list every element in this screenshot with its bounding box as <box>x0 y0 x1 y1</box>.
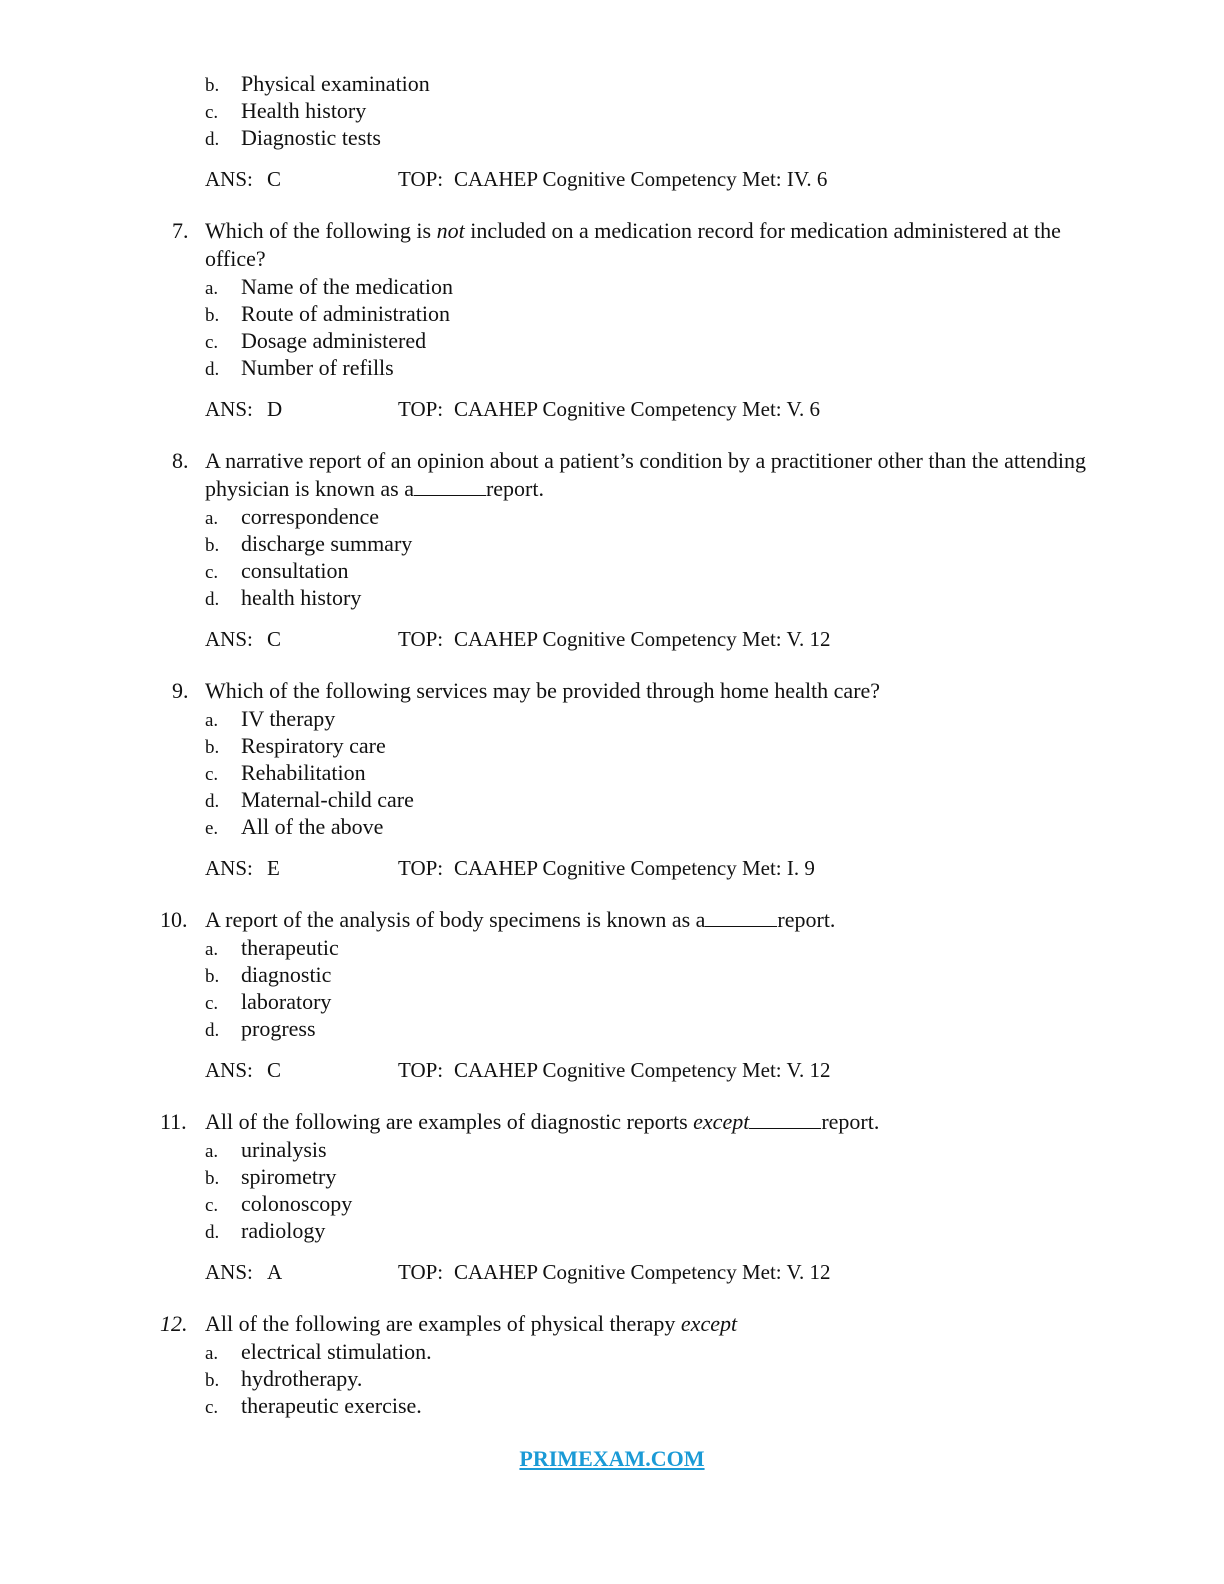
option-a: a. Name of the medication <box>205 274 453 299</box>
answer-line: ANS: C TOP: CAAHEP Cognitive Competency Met: V. 12 <box>205 627 831 651</box>
option-a: a. IV therapy <box>205 706 336 731</box>
question-8: 8. A narrative report of an opinion about a patient’s condition by a practitioner other than the attending physician is known as a report. <box>160 447 1100 503</box>
option-d: d. Maternal-child care <box>205 787 414 812</box>
fill-in-blank <box>414 477 486 496</box>
option-c: c. consultation <box>205 558 349 583</box>
question-stem: Which of the following is not included on a medication record for medication administered at the office? <box>205 218 1061 271</box>
option-b: b. Physical examination <box>205 71 430 96</box>
option-b: b. discharge summary <box>205 531 413 556</box>
option-b: b. spirometry <box>205 1164 337 1189</box>
option-c: c. colonoscopy <box>205 1191 353 1216</box>
footer <box>0 1446 1224 1472</box>
option-a: a. urinalysis <box>205 1137 327 1162</box>
option-a: a. correspondence <box>205 504 380 529</box>
option-b: b. diagnostic <box>205 962 332 987</box>
option-c: c. Dosage administered <box>205 328 427 353</box>
answer-line: ANS: C TOP: CAAHEP Cognitive Competency Met: IV. 6 <box>205 167 828 191</box>
question-7: 7. Which of the following is not included on a medication record for medication administered at the office? <box>160 217 1100 273</box>
option-c: c. Rehabilitation <box>205 760 366 785</box>
option-b: b. Route of administration <box>205 301 450 326</box>
option-d: d. health history <box>205 585 362 610</box>
option-d: d. progress <box>205 1016 316 1041</box>
question-stem: All of the following are examples of diagnostic reports except report. <box>205 1109 880 1134</box>
question-11: 11. All of the following are examples of diagnostic reports except report. <box>160 1108 1100 1136</box>
question-stem: A narrative report of an opinion about a patient’s condition by a practitioner other than the attending physician is known as a report. <box>205 448 1086 501</box>
fill-in-blank <box>705 908 777 927</box>
question-6-options <box>160 70 1100 151</box>
option-e: e. All of the above <box>205 814 384 839</box>
primexam-link[interactable]: PRIMEXAM.COM <box>519 1446 705 1471</box>
option-c: c. Health history <box>205 98 367 123</box>
question-10: 10. A report of the analysis of body specimens is known as a report. <box>160 906 1100 934</box>
option-b: b. hydrotherapy. <box>205 1366 363 1391</box>
option-d: d. Number of refills <box>205 355 394 380</box>
question-12: 12. All of the following are examples of physical therapy except <box>160 1310 1100 1338</box>
option-b: b. Respiratory care <box>205 733 386 758</box>
option-c: c. therapeutic exercise. <box>205 1393 422 1418</box>
question-stem: A report of the analysis of body specimens is known as a report. <box>205 907 836 932</box>
question-stem: All of the following are examples of physical therapy except <box>205 1311 738 1336</box>
question-9: 9. Which of the following services may be provided through home health care? <box>160 677 1100 705</box>
option-d: d. Diagnostic tests <box>205 125 381 150</box>
option-d: d. radiology <box>205 1218 326 1243</box>
question-stem: Which of the following services may be provided through home health care? <box>205 678 881 703</box>
answer-line: ANS: D TOP: CAAHEP Cognitive Competency Met: V. 6 <box>205 397 820 421</box>
option-a: a. electrical stimulation. <box>205 1339 432 1364</box>
answer-line: ANS: A TOP: CAAHEP Cognitive Competency Met: V. 12 <box>205 1260 831 1284</box>
option-c: c. laboratory <box>205 989 332 1014</box>
fill-in-blank <box>749 1110 821 1129</box>
answer-line: ANS: E TOP: CAAHEP Cognitive Competency Met: I. 9 <box>205 856 815 880</box>
answer-line: ANS: C TOP: CAAHEP Cognitive Competency Met: V. 12 <box>205 1058 831 1082</box>
question-list <box>160 70 1100 1419</box>
option-a: a. therapeutic <box>205 935 339 960</box>
